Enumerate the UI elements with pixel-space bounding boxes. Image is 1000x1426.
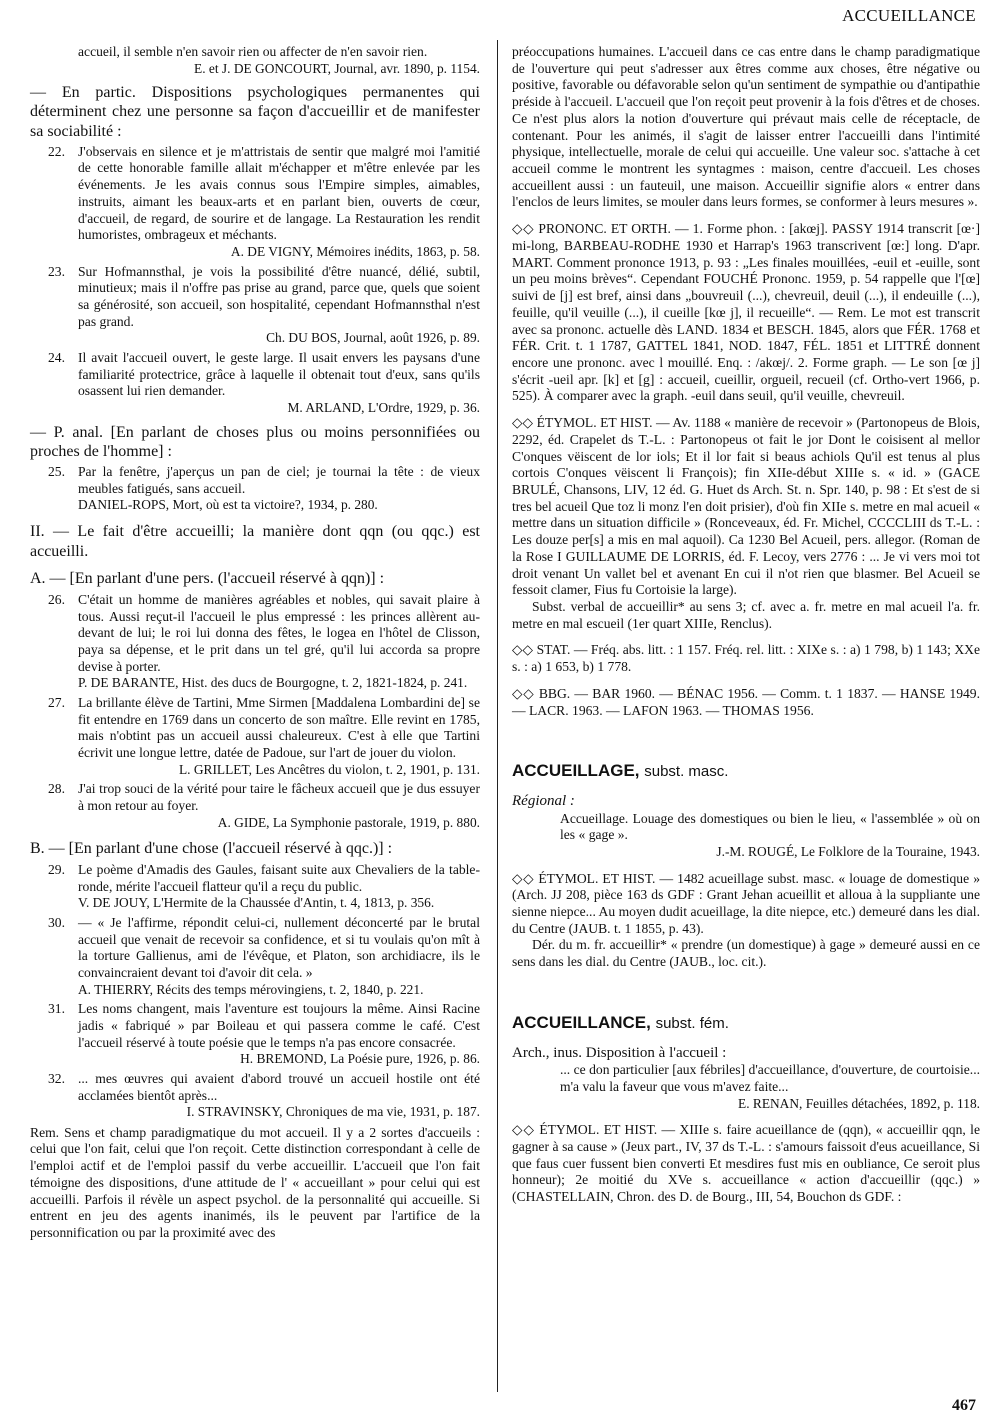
example-text: Sur Hofmannsthal, je vois la possibilité d'être nuancé, délié, subtil, minutieux; mais il n'offre pas prise au grand, parce que, quels que soient sa générosité, son accueil, son hospitalité, cependant Hofmannsthal n'est pas grand. xyxy=(78,263,480,329)
example-number: 25. xyxy=(48,463,65,479)
example-24 xyxy=(48,349,480,400)
citation: M. ARLAND, L'Ordre, 1929, p. 36. xyxy=(287,400,480,416)
headword: ACCUEILLAGE, xyxy=(512,761,640,781)
entry-accueillance xyxy=(512,1013,980,1034)
right-column xyxy=(512,44,980,1206)
example-number: 30. xyxy=(48,914,65,930)
example-text: Il avait l'accueil ouvert, le geste large. Il usait envers les paysans d'une familiarité protectrice, grâce à laquelle il obtenait tout d'eux, sans qu'ils osassent lui rien demander. xyxy=(78,349,480,399)
example-text: C'était un homme de manières agréables et nobles, qui savait plaire à tous. Aussi reçut-il l'accueil le plus empressé : les princes allèrent au-devant de lui; le roi lui donna des fêtes, le logea en l'hôtel de Clisson, paya sa dépense, et le prit dans un tel gré, qu'il lui accorda sa propre devise à porter. xyxy=(78,591,480,674)
left-column xyxy=(30,44,480,1242)
citation: I. STRAVINSKY, Chroniques de ma vie, 1931, p. 187. xyxy=(186,1104,480,1120)
section-ii: II. — Le fait d'être accueilli; la manière dont qqn (ou qqc.) est accueilli. xyxy=(30,522,480,560)
example-25 xyxy=(48,463,480,497)
example-28 xyxy=(48,781,480,814)
example-number: 29. xyxy=(48,861,65,877)
example-29 xyxy=(48,861,480,895)
example-text: Par la fenêtre, j'aperçus un pan de ciel; je tournai la tête : de vieux meubles fatigués, sans accueil. xyxy=(78,463,480,496)
subst-note: Subst. verbal de accueillir* au sens 3; cf. avec a. fr. metre en mal acueil l'a. fr. metre en mal escueil (1er quart XIIIe, Renclus). xyxy=(512,599,980,631)
citation: L. GRILLET, Les Ancêtres du violon, t. 2, 1901, p. 131. xyxy=(179,761,480,777)
section-b: B. — [En parlant d'une chose (l'accueil réservé à qqc.)] : xyxy=(30,840,393,858)
example-number: 31. xyxy=(48,1001,65,1017)
citation: A. THIERRY, Récits des temps mérovingiens, t. 2, 1840, p. 221. xyxy=(78,981,424,997)
citation: P. DE BARANTE, Hist. des ducs de Bourgogne, t. 2, 1821-1824, p. 241. xyxy=(78,675,468,691)
running-head: ACCUEILLANCE xyxy=(842,6,976,25)
citation: E. et J. DE GONCOURT, Journal, avr. 1890, p. 1154. xyxy=(194,60,480,76)
etymology-section: ◇◇ ÉTYMOL. ET HIST. — Av. 1188 « manière de recevoir » (Partonopeus de Blois, 2292, éd. Crapelet ds T.-L. : Partonopeus ot fait le jor Dont le coisisent al mellor C'onques vëiscent de lor iols; Et il lor fait si beaus achiols Qu'il est tenus al plus cortois C'onques vëiscent li François); fin XIIe-début XIIIe s. « id. » (GACE BRULÉ, Chansons, LIV, 12 éd. G. Huet ds Arch. St. n. Spr. 140, p. 98 : Et s'est de si tres bel acueil Que toz li monz l'en doit prisier), d'où fin XIIe s. metre en mal acueil « mettre dans un situation difficile » (Ronceveaux, éd. Fr. Michel, CCCCLIII ds T.-L. : Les douze per[s] a mis en mal aquoil). Ca 1230 Bel Acueil, pers. allegor. (Roman de la Rose I GUILLAUME DE LORRIS, éd. F. Lecoy, vers 2776 : ... Je vi vers moi tot droit venant Un vallet bel et avenant En cui il n'ot rien que blasmer. Bel Acueil se fessoit clamer, Fius fu Cortoisie la large). xyxy=(512,415,980,598)
example-26 xyxy=(48,591,480,676)
prononciation-section: ◇◇ PRONONC. ET ORTH. — 1. Forme phon. : [akœj]. PASSY 1914 transcrit [œ·] mi-long, BARBEAU-RODHE 1930 et Harrap's 1963 transcrivent [œ:] long. D'apr. MART. Comment prononce 1913, p. 93 : „Les finales mouillées, -euil et -euille, sont un peu moins brèves“. Cependant FOUCHÉ Prononc. 1959, p. 54 rappelle que l'[œ] suivi de [j] est bref, ainsi dans „bouvreuil (...), chevreuil, deuil (...), il endeuille (...), feuille, qu'il veuille (...), il cueille [kœ j], il recueille“. — Rem. Le mot est transcrit avec sa prononc. actuelle dès LAND. 1834 et BESCH. 1845, alors que FÉR. 1768 et FÉR. Crit. t. 1 1787, GATTEL 1841, NOD. 1847, FÉL. 1851 et LITTRÉ donnent encore une prononc. avec l mouillé. Enq. : /akœj/. 2. Forme graph. — Le son [œ j] s'écrit -ueil apr. [k] et [g] : accueil, cueillir, orgueil, recueil (cf. Ortho-vert 1966, p. 525). À comparer avec la graph. -euil dans seuil, qu'il veuille, chevreuil. xyxy=(512,221,980,404)
example-number: 26. xyxy=(48,591,65,607)
remark: Rem. Sens et champ paradigmatique du mot accueil. Il y a 2 sortes d'accueils : celui que l'on fait, celui que l'on reçoit. Cette distinction correspondant à celle de l'emploi actif et de l'emploi passif du verbe accueillir. L'accueil que l'on fait témoigne des dispositions, d'une attitude de l' « accueillant » pour celui qui est accueilli. Parfois il révèle un aspect psychol. de la personnalité qui accueille. Si entrent en jeu des agents inanimés, ils le peuvent par l'artifice de la personnification ou par la proximité avec des xyxy=(30,1124,480,1241)
sense-anal: — P. anal. [En parlant de choses plus ou moins personnifiées ou proches de l'homme] : xyxy=(30,423,480,460)
example-31 xyxy=(48,1001,480,1051)
stat-section: ◇◇ STAT. — Fréq. abs. litt. : 1 157. Fréq. rel. litt. : XIXe s. : a) 1 798, b) 1 143; XXe s. : a) 1 653, b) 1 778. xyxy=(512,642,980,675)
part-of-speech: subst. fém. xyxy=(655,1014,729,1032)
remark-continued: préoccupations humaines. L'accueil dans ce cas entre dans le champ paradigmatique de l'ouverture qui peut s'adresser aux êtres comme aux choses, être négative ou positive, favorable ou défavorable selon qu'un sentiment de sympathie ou d'antipathie préside à l'accueil. L'accueil que l'on reçoit peut provenir à la fois d'êtres et de choses. Ce n'est plus alors la notion d'ouverture qui prévaut mais celle de réceptacle, de contenant. Pour les animés, il s'agit de laisser entrer l'accueilli dans l'intimité physique, intellectuelle, morale de celui qui accueille. Une valeur soc. s'attache à cet accueil comme le montrent les syntagmes : maison, centre d'accueil. Les choses accueillent aussi : un fauteuil, une maison. Accueillir signifie alors « entrer dans l'enclos de leurs limites, se mouler dans leurs formes, se conformer à leurs mesures ». xyxy=(512,44,980,210)
example-23 xyxy=(48,263,480,331)
example-number: 24. xyxy=(48,349,65,365)
citation: H. BREMOND, La Poésie pure, 1926, p. 86. xyxy=(240,1051,480,1067)
entry-accueillage xyxy=(512,761,980,782)
etymology-section: ◇◇ ÉTYMOL. ET HIST. — 1482 acueillage subst. masc. « louage de domestique » (Arch. JJ 208, pièce 163 ds GDF : Grant Jehan acueillit et alloua à la suppliante une sienne niepce... Au moyen dudit acueillage, la dite niepce, etc.) demeuré dans les dial. du Centre (JAUB. t. 1 1855, p. 43). xyxy=(512,870,980,936)
example-number: 27. xyxy=(48,694,65,710)
example-text: J'ai trop souci de la vérité pour taire le fâcheux accueil que je dus essuyer à mon retour au foyer. xyxy=(78,781,480,814)
part-of-speech: subst. masc. xyxy=(644,763,729,781)
page-number: 467 xyxy=(952,1397,976,1415)
headword: ACCUEILLANCE, xyxy=(512,1012,651,1032)
citation: A. GIDE, La Symphonie pastorale, 1919, p. 880. xyxy=(217,814,480,830)
example-22 xyxy=(48,143,480,244)
example-text: ... mes œuvres qui avaient d'abord trouvé un accueil hostile ont été acclamées bientôt après... xyxy=(78,1070,480,1103)
example-number: 32. xyxy=(48,1070,65,1086)
definition: Accueillage. Louage des domestiques ou bien le lieu, « l'assemblée » où on les « gage ». xyxy=(560,810,980,843)
usage-label: Arch., inus. Disposition à l'accueil : xyxy=(512,1044,727,1061)
example-text: — « Je l'affirme, répondit celui-ci, nullement déconcerté par le brutal accueil que venait de recevoir sa confidence, et si tu voulais qu'on mît à la torture Gallienus, ami de l'évêque, et Platon, son archidiacre, ils le convaincraient devant toi d'avoir dit cela. » xyxy=(78,914,480,980)
example-30 xyxy=(48,914,480,982)
example-32 xyxy=(48,1070,480,1104)
example-text: Les noms changent, mais l'aventure est toujours la même. Ainsi Racine jadis « fabriqué » par Boileau et qui passera comme le café. C'est l'accueil réservé à toute poésie que le temps n'a pas encore consacrée. xyxy=(78,1001,480,1050)
citation: J.-M. ROUGÉ, Le Folklore de la Touraine, 1943. xyxy=(716,844,980,860)
citation: E. RENAN, Feuilles détachées, 1892, p. 118. xyxy=(738,1095,980,1111)
example-text: Le poème d'Amadis des Gaules, faisant suite aux Chevaliers de la table-ronde, mérite l'accueil flatteur qu'il a reçu du public. xyxy=(78,861,480,894)
usage-label: Régional : xyxy=(512,793,575,810)
example-number: 23. xyxy=(48,263,65,279)
citation: Ch. DU BOS, Journal, août 1926, p. 89. xyxy=(266,330,480,346)
column-divider xyxy=(497,40,498,1392)
citation: A. DE VIGNY, Mémoires inédits, 1863, p. 58. xyxy=(230,244,480,260)
derivation-note: Dér. du m. fr. accueillir* « prendre (un domestique) à gage » demeuré aussi en ce sens dans les dial. du Centre (JAUB., loc. cit.). xyxy=(512,937,980,970)
example-text: La brillante élève de Tartini, Mme Sirmen [Maddalena Lombardini de] se fit entendre en 1769 dans un concerto de son maître. Elle revint en 1785, mais n'obtint pas un accueil aussi chaleureux. C'est à elle que Tartini écrivit une longue lettre, datée de Padoue, sur l'art de jouer du violon. xyxy=(78,694,480,761)
example-number: 28. xyxy=(48,781,65,797)
citation: V. DE JOUY, L'Hermite de la Chaussée d'Antin, t. 4, 1813, p. 356. xyxy=(78,895,435,911)
example-27 xyxy=(48,694,480,762)
paragraph: accueil, il semble n'en savoir rien ou affecter de n'en savoir rien. xyxy=(78,44,428,59)
example-number: 22. xyxy=(48,143,65,159)
example-text: ... ce don particulier [aux fébriles] d'accueillance, d'ouverture, de courtoisie... m'a valu la faveur que vous m'avez faite... xyxy=(560,1062,980,1094)
example-text: J'observais en silence et je m'attristais de sentir que malgré moi l'amitié de cette honorable famille allait m'échapper et m'être enlevée par les événements. Je les avais connus sous l'Empire simples, aimables, instruits, aimant les beaux-arts et en parlant bien, ouverts de cœur, d'accueil, de regard, de sourire et de langage. La Restauration les rendit humoristes, ombrageux et méchants. xyxy=(78,143,480,243)
bbg-section: ◇◇ BBG. — BAR 1960. — BÉNAC 1956. — Comm. t. 1 1837. — HANSE 1949. — LACR. 1963. — LAFON 1963. — THOMAS 1956. xyxy=(512,685,980,718)
etymology-section: ◇◇ ÉTYMOL. ET HIST. — XIIIe s. faire acueillance de (qqn), « accueillir qqn, le gagner à sa cause » (Jeux part., IV, 37 ds T.-L. : s'amours faissoit d'eus acueillance, Si que faus cuer fussent bien converti Et mesdires fust mis en oubliance, Ce seroit plus honneur); 2e moitié du XVe s. accueillance « action d'accueillir (qqc.) » (CHASTELLAIN, Chron. des D. de Bourg., III, 54, Bouchon ds GDF. : xyxy=(512,1122,980,1205)
sense-partic: — En partic. Dispositions psychologiques permanentes qui déterminent chez une personne sa façon d'accueillir et de manifester sa sociabilité : xyxy=(30,84,480,140)
citation: DANIEL-ROPS, Mort, où est ta victoire?, 1934, p. 280. xyxy=(78,497,378,513)
section-a: A. — [En parlant d'une pers. (l'accueil réservé à qqn)] : xyxy=(30,570,385,588)
